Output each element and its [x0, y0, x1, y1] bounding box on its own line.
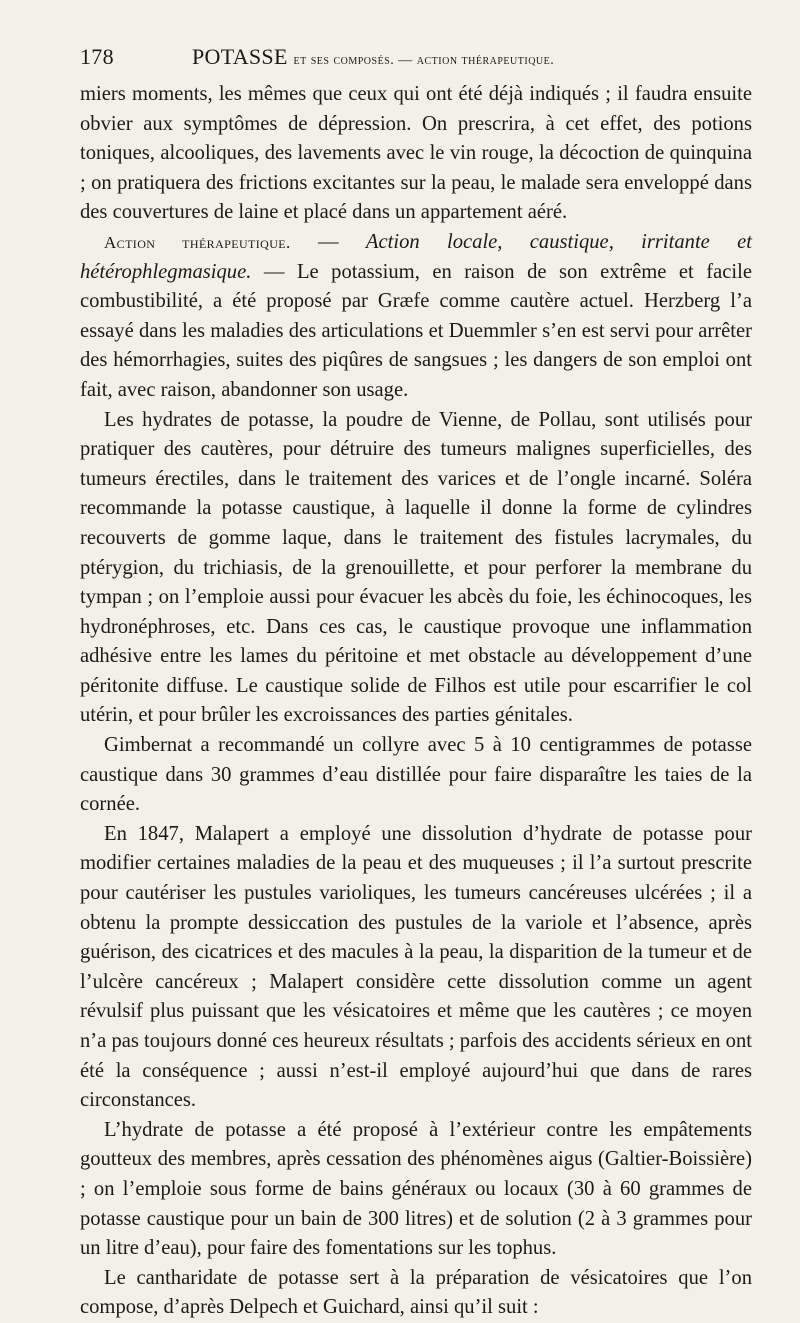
running-head	[80, 40, 752, 80]
paragraph-4: Gimbernat a recommandé un collyre avec 5 à 10 centigrammes de potasse caustique dans 30 grammes d’eau distillée pour faire disparaître les taies de la cornée.	[80, 734, 752, 816]
paragraph-2-body: — Le potassium, en raison de son extrême et facile combustibilité, a été proposé par Græfe comme cautère actuel. Herzberg l’a essayé dans les maladies des articulations et Duemmler s’en est servi pour arrêter des hémorrhagies, suites des piqûres de sangsues ; les dangers de son emploi ont fait, avec raison, abandonner son usage.	[80, 260, 752, 401]
running-title-main: POTASSE	[192, 44, 288, 69]
paragraph-3: Les hydrates de potasse, la poudre de Vienne, de Pollau, sont utilisés pour pratiquer des cautères, pour détruire des tumeurs malignes superficielles, des tumeurs érectiles, dans le traitement des varices et de l’ongle incarné. Soléra recommande la potasse caustique, à laquelle il donne la forme de cylindres recouverts de gomme laque, dans le traitement des fistules lacrymales, du ptérygion, du trichiasis, de la grenouillette, et pour perforer la membrane du tympan ; on l’emploie aussi pour évacuer les abcès du foie, les échinocoques, les hydronéphroses, etc. Dans ces cas, le caustique provoque une inflammation adhésive entre les lames du péritoine et met obstacle au développement d’une péritonite diffuse. Le caustique solide de Filhos est utile pour escarrifier le col utérin, et pour brûler les excroissances des parties génitales.	[80, 408, 752, 727]
paragraph-2	[80, 228, 752, 406]
page-number: 178	[80, 44, 114, 69]
section-heading: Action thérapeutique.	[104, 232, 291, 252]
paragraph-7: Le cantharidate de potasse sert à la préparation de vésicatoires que l’on compose, d’après Delpech et Guichard, ainsi qu’il suit :	[80, 1266, 752, 1319]
body-text	[80, 80, 752, 1323]
running-title-rest: et ses composés. — action thérapeutique.	[293, 53, 555, 68]
section-subtitle: Action locale, caustique, irritante et hétérophlegmasique.	[80, 230, 752, 283]
paragraph-5: En 1847, Malapert a employé une dissolution d’hydrate de potasse pour modifier certaines maladies de la peau et des muqueuses ; il l’a surtout prescrite pour cautériser les pustules varioliques, les tumeurs cancéreuses ulcérées ; il a obtenu la prompte dessiccation des pustules de la variole et l’absence, après guérison, des cicatrices et des macules à la peau, la disparition de la tumeur et de l’ulcère cancéreux ; Malapert considère cette dissolution comme un agent révulsif plus puissant que les vésicatoires et même que les cautères ; ce moyen n’a pas toujours donné ces heureux résultats ; parfois des accidents sérieux en ont été la conséquence ; aussi n’est-il employé aujourd’hui que dans de rares circonstances.	[80, 822, 752, 1112]
running-title	[192, 44, 554, 70]
paragraph-1: miers moments, les mêmes que ceux qui ont été déjà indiqués ; il faudra ensuite obvier aux symptômes de dépression. On prescrira, à cet effet, des potions toniques, alcooliques, des lavements avec le vin rouge, la décoction de quinquina ; on pratiquera des frictions excitantes sur la peau, le malade sera enveloppé dans des couvertures de laine et placé dans un appartement aéré.	[80, 83, 752, 224]
paragraph-6: L’hydrate de potasse a été proposé à l’extérieur contre les empâtements goutteux des membres, après cessation des phénomènes aigus (Galtier-Boissière) ; on l’emploie sous forme de bains généraux ou locaux (30 à 60 grammes de potasse caustique pour un bain de 300 litres) et de solution (2 à 3 grammes pour un litre d’eau), pour faire des fomentations sur les tophus.	[80, 1118, 752, 1260]
heading-dash: —	[290, 230, 366, 253]
